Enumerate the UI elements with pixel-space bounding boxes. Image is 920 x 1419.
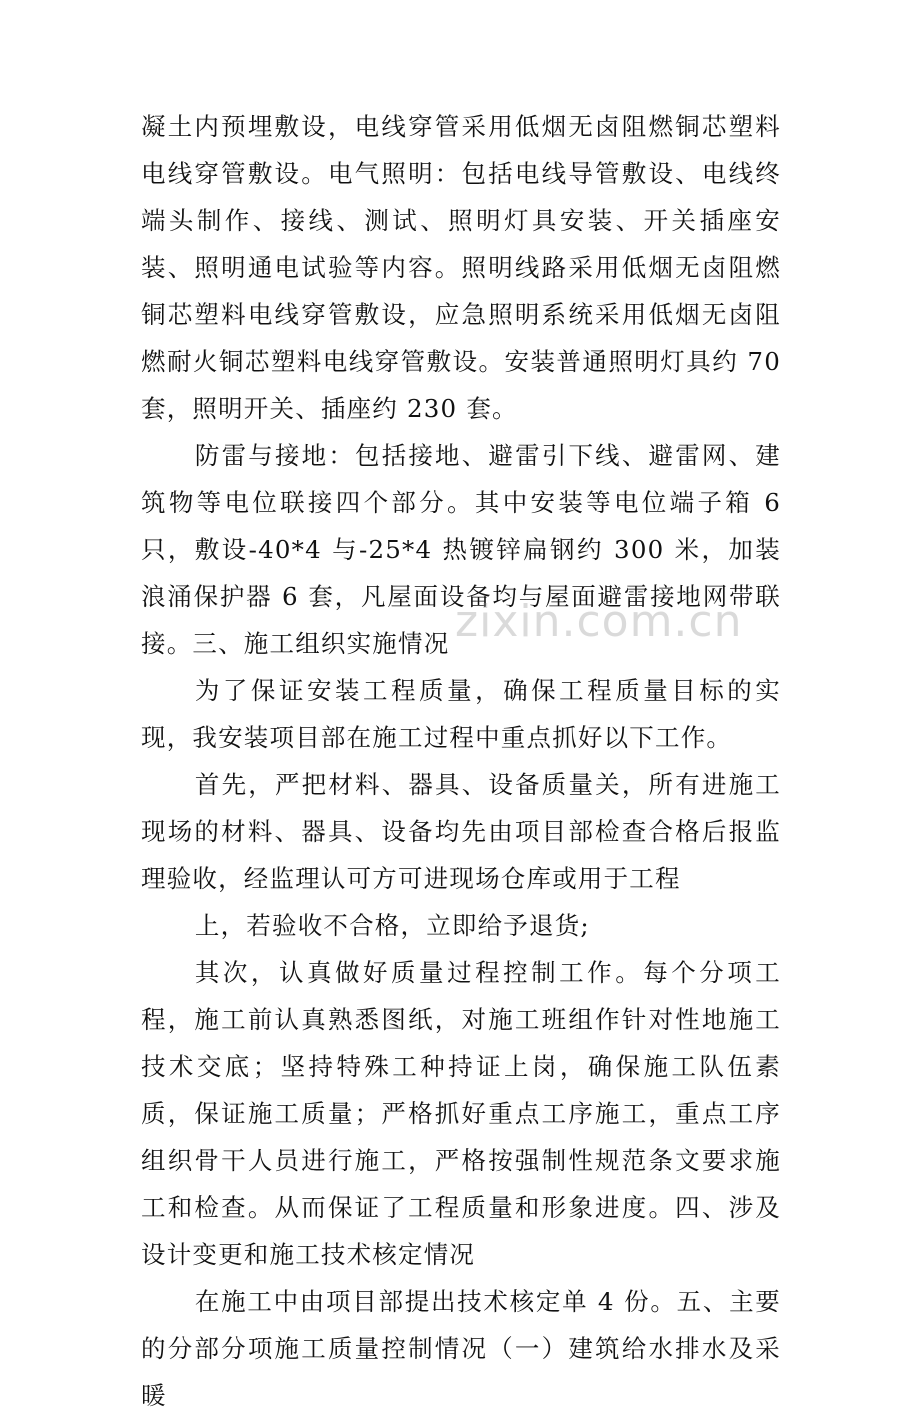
- paragraph-2: 防雷与接地：包括接地、避雷引下线、避雷网、建筑物等电位联接四个部分。其中安装等电位端子箱 6 只，敷设-40*4 与-25*4 热镀锌扁钢约 300 米，加装浪涌保护器 6 套，凡屋面设备均与屋面避雷接地网带联接。三、施工组织实施情况: [141, 441, 781, 658]
- paragraph-3: 为了保证安装工程质量，确保工程质量目标的实现，我安装项目部在施工过程中重点抓好以下工作。: [141, 676, 781, 752]
- paragraph-5: 上，若验收不合格，立即给予退货;: [194, 911, 590, 940]
- paragraph-6: 其次，认真做好质量过程控制工作。每个分项工程，施工前认真熟悉图纸，对施工班组作针对性地施工技术交底；坚持特殊工种持证上岗，确保施工队伍素质，保证施工质量；严格抓好重点工序施工，重点工序组织骨干人员进行施工，严格按强制性规范条文要求施工和检查。从而保证了工程质量和形象进度。四、涉及设计变更和施工技术核定情况: [141, 958, 781, 1269]
- document-body: [141, 103, 781, 1419]
- paragraph-7: 在施工中由项目部提出技术核定单 4 份。五、主要的分部分项施工质量控制情况（一）建筑给水排水及采暖: [141, 1287, 781, 1410]
- watermark-text: zixin.com.cn: [455, 596, 743, 647]
- paragraph-4: 首先，严把材料、器具、设备质量关，所有进施工现场的材料、器具、设备均先由项目部检查合格后报监理验收，经监理认可方可进现场仓库或用于工程: [141, 770, 781, 893]
- paragraph-1: 凝土内预埋敷设，电线穿管采用低烟无卤阻燃铜芯塑料电线穿管敷设。电气照明：包括电线导管敷设、电线终端头制作、接线、测试、照明灯具安装、开关插座安装、照明通电试验等内容。照明线路采用低烟无卤阻燃铜芯塑料电线穿管敷设，应急照明系统采用低烟无卤阻燃耐火铜芯塑料电线穿管敷设。安装普通照明灯具约 70 套，照明开关、插座约 230 套。: [141, 112, 781, 423]
